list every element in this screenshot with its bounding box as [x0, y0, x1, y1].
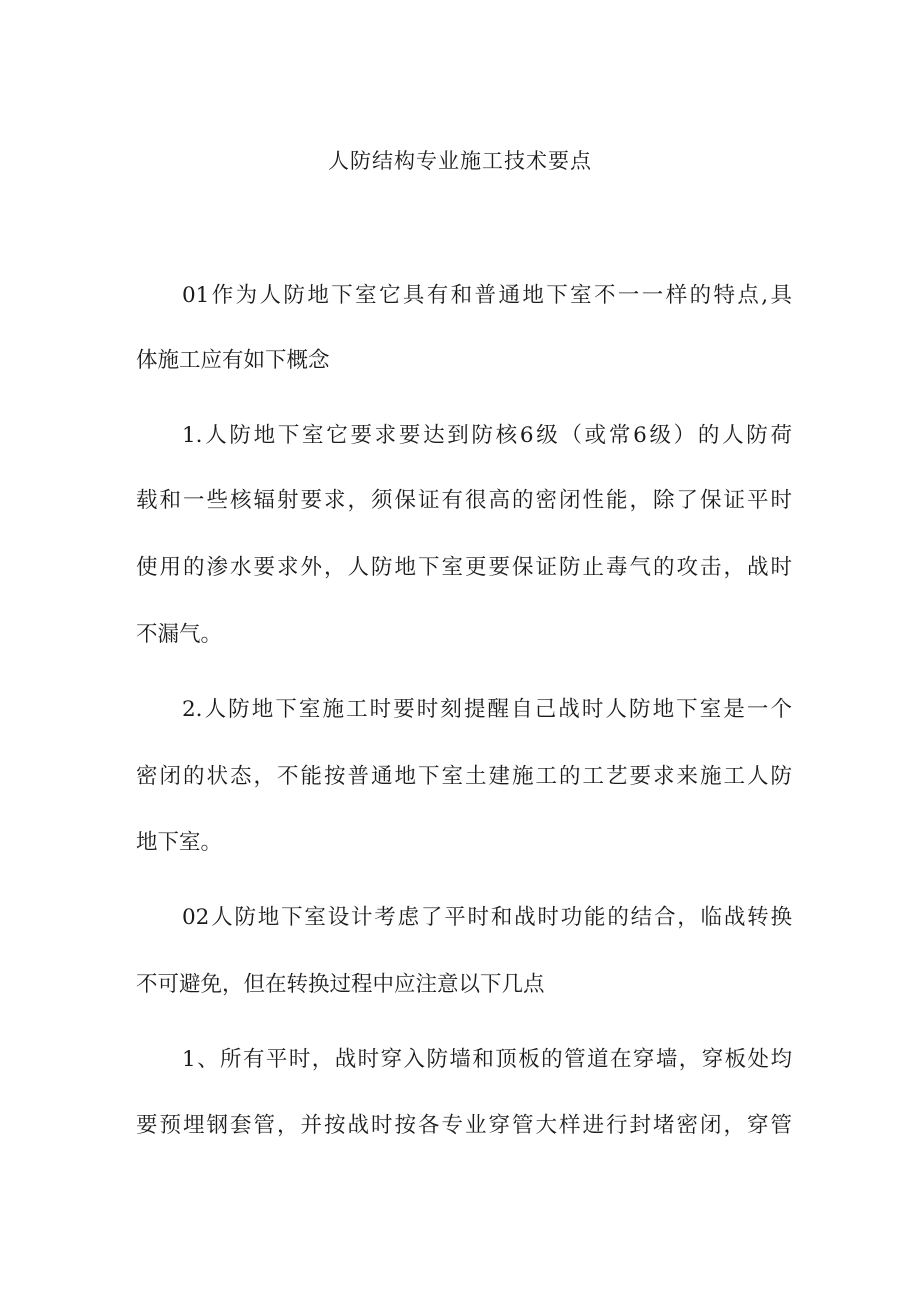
- paragraph-02-1-line-1: 1、所有平时，战时穿入防墙和顶板的管道在穿墙，穿板处均: [182, 1047, 792, 1072]
- paragraph-1-line-2: 载和一些核辐射要求，须保证有很高的密闭性能，除了保证平时: [136, 488, 792, 513]
- paragraph-02-1-line-2: 要预埋钢套管，并按战时按各专业穿管大样进行封堵密闭，穿管: [136, 1113, 792, 1138]
- paragraph-1-line-3: 使用的渗水要求外，人防地下室更要保证防止毒气的攻击，战时: [136, 555, 792, 580]
- paragraph-01-line-1: 01作为人防地下室它具有和普通地下室不一一样的特点,具: [182, 283, 792, 308]
- paragraph-01-line-2: 体施工应有如下概念: [136, 348, 330, 373]
- paragraph-1-line-1: 1.人防地下室它要求要达到防核6级（或常6级）的人防荷: [182, 423, 792, 448]
- document-title: 人防结构专业施工技术要点: [328, 149, 592, 173]
- paragraph-02-line-1: 02人防地下室设计考虑了平时和战时功能的结合，临战转换: [182, 905, 792, 930]
- paragraph-2-line-3: 地下室。: [136, 830, 223, 855]
- paragraph-1-line-4: 不漏气。: [136, 622, 223, 647]
- paragraph-2-line-1: 2.人防地下室施工时要时刻提醒自己战时人防地下室是一个: [182, 697, 792, 722]
- paragraph-2-line-2: 密闭的状态，不能按普通地下室土建施工的工艺要求来施工人防: [136, 764, 792, 789]
- paragraph-02-line-2: 不可避免，但在转换过程中应注意以下几点: [136, 972, 545, 997]
